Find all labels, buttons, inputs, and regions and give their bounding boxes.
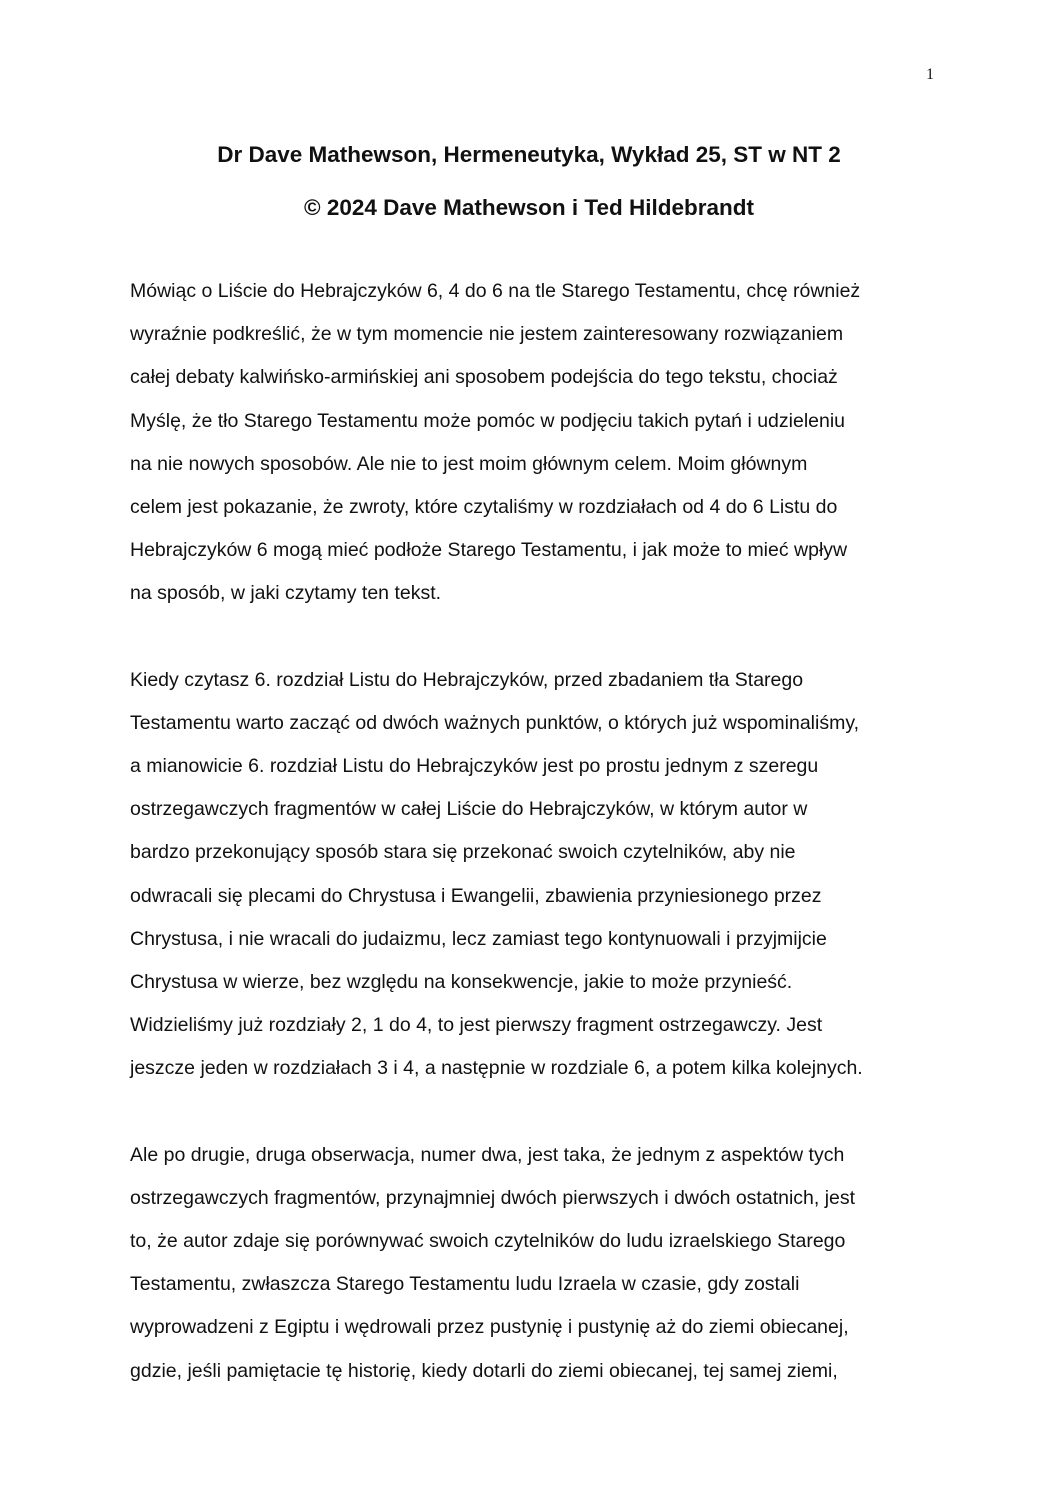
text-line: celem jest pokazanie, że zwroty, które czytaliśmy w rozdziałach od 4 do 6 Listu do <box>130 496 838 519</box>
title-line-1: Dr Dave Mathewson, Hermeneutyka, Wykład 25, ST w NT 2 <box>217 142 841 167</box>
text-line: Testamentu warto zacząć od dwóch ważnych punktów, o których już wspominaliśmy, <box>130 711 860 734</box>
text-line: Testamentu, zwłaszcza Starego Testamentu ludu Izraela w czasie, gdy zostali <box>130 1273 800 1296</box>
text-line: ostrzegawczych fragmentów, przynajmniej dwóch pierwszych i dwóch ostatnich, jest <box>130 1186 856 1209</box>
text-line: Ale po drugie, druga obserwacja, numer dwa, jest taka, że jednym z aspektów tych <box>130 1143 845 1166</box>
text-line: ostrzegawczych fragmentów w całej Liście do Hebrajczyków, w którym autor w <box>130 798 808 821</box>
text-line: całej debaty kalwińsko-armińskiej ani sposobem podejścia do tego tekstu, chociaż <box>130 366 838 389</box>
text-line: a mianowicie 6. rozdział Listu do Hebrajczyków jest po prostu jednym z szeregu <box>130 755 819 778</box>
paragraph-1 <box>130 270 940 616</box>
text-line: jeszcze jeden w rozdziałach 3 i 4, a następnie w rozdziale 6, a potem kilka kolejnych. <box>130 1057 863 1080</box>
text-line: Chrystusa w wierze, bez względu na konsekwencje, jakie to może przynieść. <box>130 971 793 994</box>
document-body <box>130 270 940 1436</box>
text-line: Myślę, że tło Starego Testamentu może pomóc w podjęciu takich pytań i udzieleniu <box>130 409 846 432</box>
text-line: wyprowadzeni z Egiptu i wędrowali przez pustynię i pustynię aż do ziemi obiecanej, <box>130 1316 849 1339</box>
paragraph-3 <box>130 1134 940 1393</box>
text-line: gdzie, jeśli pamiętacie tę historię, kiedy dotarli do ziemi obiecanej, tej samej ziemi, <box>130 1359 838 1382</box>
text-line: odwracali się plecami do Chrystusa i Ewangelii, zbawienia przyniesionego przez <box>130 884 822 907</box>
text-line: Chrystusa, i nie wracali do judaizmu, lecz zamiast tego kontynuowali i przyjmijcie <box>130 927 827 950</box>
paragraph-2 <box>130 659 940 1091</box>
text-line: Hebrajczyków 6 mogą mieć podłoże Starego Testamentu, i jak może to mieć wpływ <box>130 539 848 562</box>
text-line: to, że autor zdaje się porównywać swoich czytelników do ludu izraelskiego Starego <box>130 1230 846 1253</box>
text-line: na nie nowych sposobów. Ale nie to jest moim głównym celem. Moim głównym <box>130 452 808 475</box>
page-number: 1 <box>926 66 934 83</box>
text-line: Mówiąc o Liście do Hebrajczyków 6, 4 do 6 na tle Starego Testamentu, chcę również <box>130 280 861 302</box>
text-line: Kiedy czytasz 6. rozdział Listu do Hebrajczyków, przed zbadaniem tła Starego <box>130 668 804 691</box>
text-line: Widzieliśmy już rozdziały 2, 1 do 4, to jest pierwszy fragment ostrzegawczy. Jest <box>130 1014 823 1037</box>
text-line: na sposób, w jaki czytamy ten tekst. <box>130 582 442 605</box>
text-line: bardzo przekonujący sposób stara się przekonać swoich czytelników, aby nie <box>130 841 796 864</box>
document-title <box>0 128 1058 234</box>
text-line: wyraźnie podkreślić, że w tym momencie nie jestem zainteresowany rozwiązaniem <box>130 323 844 346</box>
title-line-2: © 2024 Dave Mathewson i Ted Hildebrandt <box>303 195 755 220</box>
